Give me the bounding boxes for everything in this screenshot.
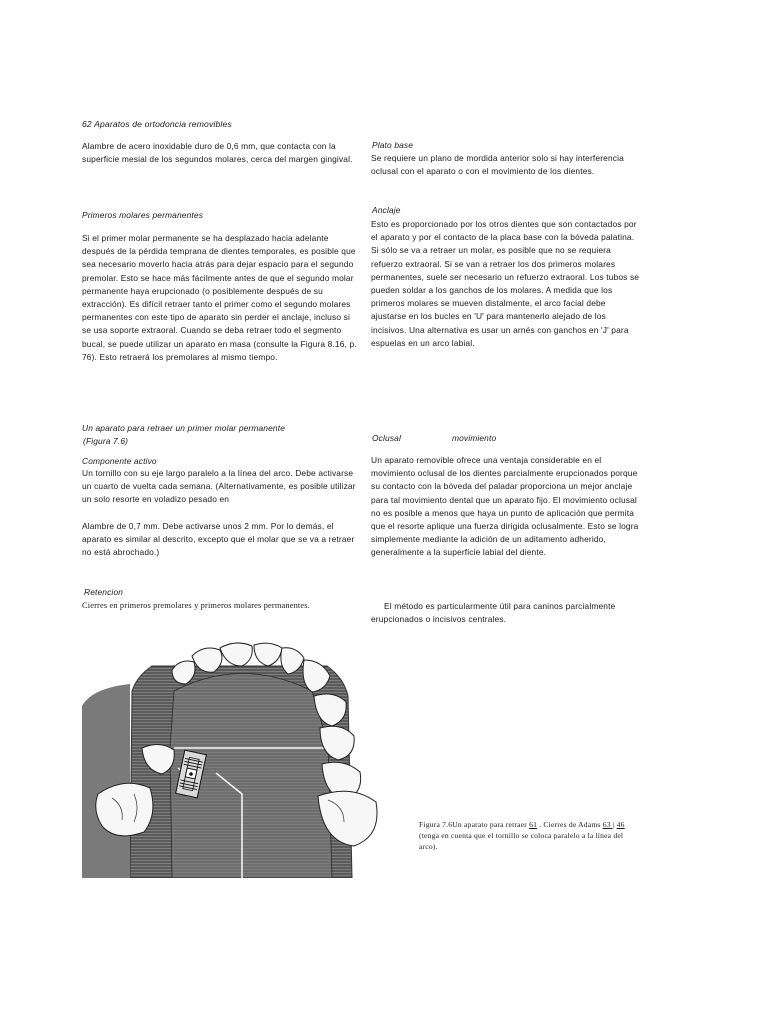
paragraph-componente-activo: Un tornillo con su eje largo paralelo a la línea del arco. Debe activarse un cuarto de vuelta cada semana. (Alternativamente, es posible utilizar un solo resorte en voladizo pesado en bbox=[82, 468, 356, 505]
caption-text-3: (tenga en cuenta que el tornillo se coloca paralelo a la línea del arco). bbox=[419, 831, 624, 852]
section-heading-aparato bbox=[82, 422, 372, 448]
section-heading-aparato-line2: (Figura 7.6) bbox=[83, 436, 129, 446]
figure-caption: Figura 7.6Un aparato para retraer 61 . Cierres de Adams 63 | 46 (tenga en cuenta que el tornillo se coloca paralelo a la línea del arco). bbox=[419, 820, 625, 852]
subheading-oclusal: Oclusal bbox=[372, 433, 401, 443]
subheading-componente-activo: Componente activo bbox=[82, 456, 157, 466]
paragraph-oclusal: Un aparato removible ofrece una ventaja considerable en el movimiento oclusal de los dientes parcialmente erupcionados porque su contacto con la bóveda del paladar proporciona un mejor anclaje para tal movimiento dental que un aparato fijo. El movimiento oclusal no es posible a menos que haya un punto de aplicación que permita que el resorte aplique una fuerza dirigida oclusalmente. Esto se logra simplemente mediante la adición de un aditamento adherido, generalmente a la superficie labial del diente. bbox=[371, 455, 639, 558]
running-head bbox=[82, 118, 412, 131]
paragraph-oclusal-metodo: El método es particularmente útil para caninos parcialmente erupcionados o incisivos centrales. bbox=[371, 601, 616, 625]
subheading-oclusal-movimiento bbox=[372, 432, 642, 445]
intro-paragraph: Alambre de acero inoxidable duro de 0,6 mm, que contacta con la superficie mesial de los segundos molares, cerca del margen gingival. bbox=[82, 141, 353, 165]
caption-text-1: Figura 7.6Un aparato para retraer bbox=[419, 820, 530, 829]
subheading-retencion: Retencion bbox=[84, 587, 124, 597]
paragraph-plato-base: Se requiere un plano de mordida anterior solo si hay interferencia oclusal con el aparato o con el movimiento de los dientes. bbox=[371, 153, 624, 177]
paragraph-anclaje: Esto es proporcionado por los otros dientes que son contactados por el aparato y por el contacto de la placa base con la bóveda palatina. Si sólo se va a retraer un molar, es posible que no se requiera refuerzo extraoral. Si se van a retraer los dos primeros molares permanentes, suele ser necesario un refuerzo extraoral. Los tubos se pueden soldar a los ganchos de los molares. A medida que los primeros molares se mueven distalmente, el arco facial debe ajustarse en los bucles en 'U' para mantenerlo alejado de los incisivos. Una alternativa es usar un arnés con ganchos en 'J' para espuelas en un arco labial. bbox=[371, 219, 640, 348]
model-base bbox=[82, 684, 130, 878]
subheading-movimiento: movimiento bbox=[451, 433, 497, 443]
caption-text-2: . Cierres de Adams bbox=[537, 820, 603, 829]
section-paragraph-primeros-molares: Si el primer molar permanente se ha desplazado hacia adelante después de la pérdida temprana de dientes temporales, es posible que sea necesario moverlo hacia atrás para dejar espacio para el segundo premolar. Esto se hace más fácilmente antes de que el segundo molar permanente haya erupcionado (o posiblemente después de su extracción). Es difícil retraer tanto el primer como el segundo molares permanentes con este tipo de aparato sin perder el anclaje, incluso si se usa soporte extraoral. Cuando se deba retraer todo el segmento bucal, se puede utilizar un aparato en masa (consulte la Figura 8.16, p. 76). Esto retraerá los premolares al mismo tiempo. bbox=[82, 233, 357, 362]
paragraph-retencion: Cierres en primeros premolares y primeros molares permanentes. bbox=[82, 601, 310, 610]
subheading-plato-base: Plato base bbox=[372, 140, 414, 150]
left-molar bbox=[96, 783, 153, 836]
figure-ref-61[interactable]: 61 bbox=[529, 820, 538, 829]
running-head-text: 62 Aparatos de ortodoncia removibles bbox=[82, 119, 232, 129]
section-heading-primeros-molares: Primeros molares permanentes bbox=[82, 210, 204, 220]
figure-ref-46[interactable]: 46 bbox=[616, 820, 625, 829]
paragraph-componente-activo-cont: Alambre de 0,7 mm. Debe activarse unos 2 mm. Por lo demás, el aparato es similar al descrito, excepto que el molar que se va a retraer no está abrochado.) bbox=[82, 521, 355, 558]
figure-dental-appliance bbox=[82, 636, 412, 878]
figure-ref-63[interactable]: 63 bbox=[602, 820, 611, 829]
section-heading-aparato-line1: Un aparato para retraer un primer molar permanente bbox=[82, 423, 286, 433]
subheading-anclaje: Anclaje bbox=[372, 205, 401, 215]
